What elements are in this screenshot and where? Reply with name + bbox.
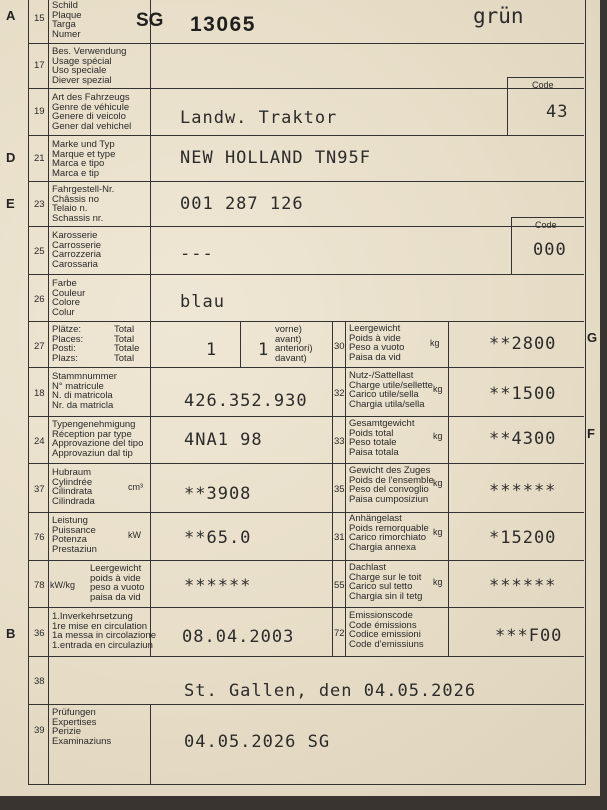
first-registration-label: 1.Inverkehrsetzung 1re mise en circulation 1a messa in circolazione 1.entrada en circulaziun [52,611,157,651]
row-divider [28,656,584,657]
train-weight-label: Gewicht des Zuges Poids de l'ensemble Peso del convoglio Paisa cumposiziun [349,465,434,505]
code-label: Code [535,220,557,230]
row-divider [28,135,584,136]
field-number: 30 [334,341,345,352]
issue-place-date: St. Gallen, den 04.05.2026 [184,681,477,701]
power-weight-value: ****** [184,576,252,596]
total-weight-value: **4300 [489,429,557,449]
middle-column-divider [332,321,333,656]
field-number: 18 [34,388,45,399]
margin-letter-f: F [587,426,595,441]
chassis-value: 001 287 126 [180,194,304,214]
trailer-load-value: *15200 [489,528,557,548]
field-number: 76 [34,532,45,543]
total-weight-label: Gesamtgewicht Poids total Peso totale Paisa totala [349,418,415,458]
unit-label: kW/kg [50,580,76,590]
number-column-divider [48,0,49,704]
make-type-label: Marke und Typ Marque et type Marca e tipo Marca e tip [52,139,116,179]
trailer-load-label: Anhängelast Poids remorquable Carico rimorchiato Chargia annexa [349,513,429,553]
empty-weight-value: **2800 [489,334,557,354]
label-column-divider [150,0,151,656]
field-number: 39 [34,725,45,736]
row-divider [28,274,584,275]
right-value-divider [448,321,449,656]
row-divider [28,226,584,227]
field-number: 72 [334,628,345,639]
special-use-label: Bes. Verwendung Usage spécial Uso speciale Diever spezial [52,46,127,86]
plate-number: 13065 [190,13,256,36]
code-box-divider [507,77,508,135]
displacement-label: Hubraum Cylindrée Cilindrata Cilindrada [52,467,95,507]
margin-letter-d: D [6,150,16,165]
body-label: Karosserie Carrosserie Carrozzeria Carossaria [52,230,102,270]
field-number: 24 [34,436,45,447]
field-number: 35 [334,484,345,495]
type-approval-value: 4NA1 98 [184,430,263,450]
body-code: 000 [533,240,567,260]
field-number: 37 [34,484,45,495]
field-number: 15 [34,13,45,24]
code-label: Code [532,80,554,90]
vehicle-type-code: 43 [546,102,569,122]
number-column-divider [48,704,49,784]
body-value: --- [180,244,214,264]
code-box-divider [511,217,512,274]
row-divider [28,704,584,705]
field-number: 19 [34,106,45,117]
code-box-top [507,77,584,78]
emission-code-value: ***F00 [495,626,563,646]
plate-label: Schild Plaque Targa Numer [52,0,82,40]
field-number: 33 [334,436,345,447]
emission-code-label: Emissionscode Code émissions Codice emissioni Code d'emissiuns [349,610,424,650]
row-divider [28,43,584,44]
field-number: 23 [34,199,45,210]
unit-label: kg [433,431,443,441]
seats-front-value: 1 [258,340,270,360]
field-number: 21 [34,153,45,164]
seats-total-value: 1 [206,340,218,360]
row-divider [28,512,584,513]
row-divider [28,321,584,322]
inspections-label: Prüfungen Expertises Perizie Examinaziuns [52,707,112,747]
unit-label: kg [433,577,443,587]
displacement-value: **3908 [184,484,252,504]
row-divider [28,88,584,89]
unit-label: kg [433,527,443,537]
field-number: 32 [334,388,345,399]
power-value: **65.0 [184,528,252,548]
type-approval-label: Typengenehmigung Réception par type Approvazione del tipo Approvaziun dal tip [52,419,144,459]
seats-total-label: Total Total Totale Total [114,324,140,364]
plate-color: grün [473,4,524,28]
first-registration-value: 08.04.2003 [182,627,295,647]
row-divider [28,607,584,608]
field-number: 26 [34,294,45,305]
row-divider [28,416,584,417]
roof-load-value: ****** [489,576,557,596]
field-number: 27 [34,341,45,352]
field-number: 17 [34,60,45,71]
field-number: 55 [334,580,345,591]
field-number: 36 [34,628,45,639]
vehicle-type-value: Landw. Traktor [180,108,338,128]
row-divider [28,367,584,368]
row-divider [28,181,584,182]
unit-label: kW [128,530,141,540]
color-label: Farbe Couleur Colore Colur [52,278,86,318]
field-number: 78 [34,580,45,591]
seat-divider [240,321,241,367]
power-weight-label: Leergewicht poids à vide peso a vuoto paisa da vid [90,563,145,603]
color-value: blau [180,292,225,312]
roof-load-label: Dachlast Charge sur le toit Carico sul tetto Chargia sin il tetg [349,562,423,602]
payload-label: Nutz-/Sattellast Charge utile/sellette Carico utile/sella Chargia utila/sella [349,370,433,410]
margin-letter-e: E [6,196,15,211]
unit-label: cm³ [128,482,143,492]
master-number-label: Stammnummer N° matricule N. di matricola Nr. da matricla [52,371,117,411]
code-box-top [511,217,584,218]
right-number-divider [345,321,346,656]
seats-front-label: vorne) avant) anteriori) davant) [275,324,313,364]
train-weight-value: ****** [489,481,557,501]
empty-weight-label: Leergewicht Poids à vide Peso a vuoto Paisa da vid [349,323,405,363]
row-divider [28,463,584,464]
vehicle-type-label: Art des Fahrzeugs Genre de véhicule Genere di veicolo Gener dal vehichel [52,92,132,132]
margin-letter-a: A [6,8,16,23]
seats-label: Plätze: Places: Posti: Plazs: [52,324,84,364]
master-number-value: 426.352.930 [184,391,308,411]
margin-letter-b: B [6,626,16,641]
plate-canton: SG [136,10,164,31]
field-number: 25 [34,246,45,257]
field-number: 31 [334,532,345,543]
chassis-label: Fahrgestell-Nr. Châssis no Telaio n. Schassis nr. [52,184,115,224]
field-number: 38 [34,676,45,687]
inspections-value: 04.05.2026 SG [184,732,331,752]
unit-label: kg [430,338,440,348]
label-column-divider [150,704,151,784]
unit-label: kg [433,384,443,394]
row-divider [28,560,584,561]
power-label: Leistung Puissance Potenza Prestaziun [52,515,97,555]
margin-letter-g: G [587,330,598,345]
make-type-value: NEW HOLLAND TN95F [180,148,371,168]
payload-value: **1500 [489,384,557,404]
unit-label: kg [433,478,443,488]
